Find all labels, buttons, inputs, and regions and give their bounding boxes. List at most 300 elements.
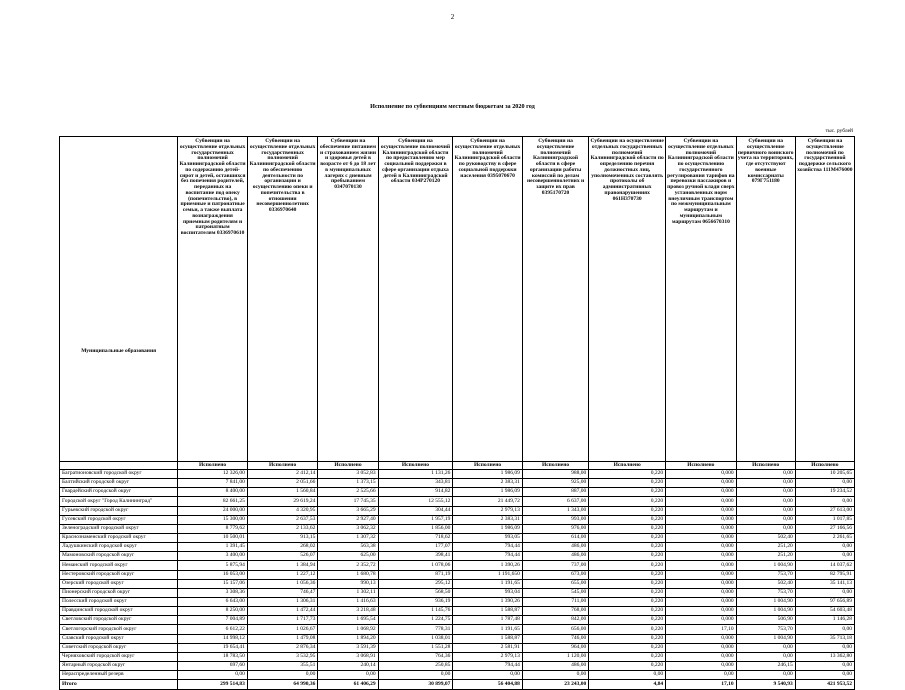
amount-cell: 0,000: [666, 652, 737, 661]
amount-cell: 1 787,48: [453, 616, 523, 625]
amount-cell: 1 306,31: [247, 597, 318, 606]
amount-cell: 0,00: [666, 671, 737, 680]
amount-cell: 0,000: [666, 597, 737, 606]
amount-cell: 0,220: [589, 470, 666, 479]
amount-cell: 35 713,18: [795, 634, 854, 643]
amount-cell: 614,00: [522, 533, 588, 542]
municipality-name: Нестеровский городской округ: [60, 570, 178, 579]
amount-cell: 2 383,31: [453, 515, 523, 524]
amount-cell: 887,00: [522, 488, 588, 497]
table-row: [60, 597, 855, 606]
amount-cell: 16 053,00: [178, 570, 248, 579]
sub-header-empty: [60, 462, 178, 470]
amount-cell: 1 191,65: [453, 579, 523, 588]
amount-cell: 1 957,19: [378, 515, 453, 524]
amount-cell: 526,07: [247, 552, 318, 561]
amount-cell: 1 680,78: [318, 570, 378, 579]
amount-cell: 240,14: [318, 661, 378, 670]
amount-cell: 913,15: [247, 533, 318, 542]
amount-cell: 746,47: [247, 588, 318, 597]
amount-cell: 0,000: [666, 533, 737, 542]
amount-cell: 1 131,26: [378, 470, 453, 479]
table-row: [60, 643, 855, 652]
sub-header-executed: Исполнено: [378, 462, 453, 470]
amount-cell: 398,41: [378, 552, 453, 561]
table-row: [60, 479, 855, 488]
amount-cell: 3 218,48: [318, 607, 378, 616]
amount-cell: 19 234,52: [795, 488, 854, 497]
amount-cell: 0,00: [736, 470, 795, 479]
total-amount-cell: 9 540,93: [736, 680, 795, 690]
sub-header-executed: Исполнено: [795, 462, 854, 470]
municipality-name: Светловский городской округ: [60, 616, 178, 625]
amount-cell: 0,220: [589, 570, 666, 579]
amount-cell: 12 555,12: [378, 497, 453, 506]
amount-cell: 1 986,09: [453, 470, 523, 479]
municipality-name: Светлогорский городской округ: [60, 625, 178, 634]
amount-cell: 625,00: [318, 552, 378, 561]
amount-cell: 1 472,44: [247, 607, 318, 616]
column-header-subvention: Субвенции на осуществление отдельных полномочий Калининградской области по осуществлению государственного регулирования тарифов на перевозки пассажиров и провоз ручной клади сверх установленных норм внеуличным транспортом по межмуниципальным маршрутам и муниципальным маршрутам 0656670310: [666, 137, 737, 462]
amount-cell: 3 308,36: [178, 588, 248, 597]
amount-cell: 0,000: [666, 479, 737, 488]
amount-cell: 0,220: [589, 652, 666, 661]
amount-cell: 914,82: [378, 488, 453, 497]
amount-cell: 13 362,80: [795, 652, 854, 661]
amount-cell: 673,00: [522, 570, 588, 579]
amount-cell: 0,220: [589, 552, 666, 561]
amount-cell: 718,62: [378, 533, 453, 542]
amount-cell: 0,220: [589, 588, 666, 597]
amount-cell: 0,220: [589, 533, 666, 542]
amount-cell: 0,00: [589, 671, 666, 680]
amount-cell: 1 894,20: [318, 634, 378, 643]
table-row: [60, 625, 855, 634]
amount-cell: 1 038,01: [378, 634, 453, 643]
amount-cell: 1 227,12: [247, 570, 318, 579]
sub-header-executed: Исполнено: [318, 462, 378, 470]
amount-cell: 1 004,90: [736, 607, 795, 616]
municipality-name: Зеленоградский городской округ: [60, 524, 178, 533]
amount-cell: 794,44: [453, 543, 523, 552]
amount-cell: 17,10: [666, 625, 737, 634]
amount-cell: 0,00: [795, 479, 854, 488]
amount-cell: 1 120,00: [522, 652, 588, 661]
amount-cell: 27 166,56: [795, 524, 854, 533]
table-row: [60, 570, 855, 579]
amount-cell: 3 068,91: [318, 652, 378, 661]
amount-cell: 711,00: [522, 597, 588, 606]
amount-cell: 0,000: [666, 661, 737, 670]
total-row: [60, 680, 855, 690]
municipality-name: Пионерский городской округ: [60, 588, 178, 597]
table-row: [60, 488, 855, 497]
amount-cell: 0,00: [522, 671, 588, 680]
amount-cell: 14 037,62: [795, 561, 854, 570]
amount-cell: 753,70: [736, 625, 795, 634]
amount-cell: 1 078,06: [378, 561, 453, 570]
municipality-name: Правдинский городской округ: [60, 607, 178, 616]
amount-cell: 1 191,650: [453, 570, 523, 579]
amount-cell: 1 695,54: [318, 616, 378, 625]
amount-cell: 0,00: [795, 497, 854, 506]
amount-cell: 0,000: [666, 488, 737, 497]
amount-cell: 24 000,00: [178, 506, 248, 515]
total-amount-cell: 61 406,29: [318, 680, 378, 690]
amount-cell: 568,50: [378, 588, 453, 597]
amount-cell: 8 400,00: [178, 488, 248, 497]
amount-cell: 0,000: [666, 506, 737, 515]
amount-cell: 15 300,00: [178, 515, 248, 524]
amount-cell: 0,00: [247, 671, 318, 680]
amount-cell: 7 841,00: [178, 479, 248, 488]
amount-cell: 355,51: [247, 661, 318, 670]
amount-cell: 5 875,94: [178, 561, 248, 570]
table-row: [60, 506, 855, 515]
sub-header-executed: Исполнено: [589, 462, 666, 470]
amount-cell: 2 352,72: [318, 561, 378, 570]
total-amount-cell: 421 953,52: [795, 680, 854, 690]
amount-cell: 3 532,95: [247, 652, 318, 661]
amount-cell: 737,00: [522, 561, 588, 570]
amount-cell: 0,220: [589, 625, 666, 634]
amount-cell: 0,000: [666, 570, 737, 579]
amount-cell: 1 004,90: [736, 634, 795, 643]
amount-cell: 1 224,75: [378, 616, 453, 625]
amount-cell: 82 795,91: [795, 570, 854, 579]
amount-cell: 268,02: [247, 543, 318, 552]
amount-cell: 990,13: [318, 579, 378, 588]
municipality-name: Неманский городской округ: [60, 561, 178, 570]
amount-cell: 1 343,00: [522, 506, 588, 515]
amount-cell: 7 004,89: [178, 616, 248, 625]
amount-cell: 0,000: [666, 470, 737, 479]
total-label: Итого: [60, 680, 178, 690]
table-row: [60, 661, 855, 670]
amount-cell: 753,70: [736, 588, 795, 597]
amount-cell: 0,00: [736, 524, 795, 533]
amount-cell: 1 588,87: [453, 607, 523, 616]
amount-cell: 1 145,76: [378, 607, 453, 616]
amount-cell: 0,000: [666, 543, 737, 552]
amount-cell: 1 068,92: [318, 625, 378, 634]
column-header-subvention: Субвенции на обеспечение питанием и страхованием жизни и здоровья детей в возрасте от 6 до 18 лет в муниципальных лагерях с дневным пребыванием 0347070130: [318, 137, 378, 462]
amount-cell: 35 141,13: [795, 579, 854, 588]
amount-cell: 871,19: [378, 570, 453, 579]
sub-header-executed: Исполнено: [522, 462, 588, 470]
amount-cell: 0,00: [795, 671, 854, 680]
municipality-name: Нераспределенный резерв: [60, 671, 178, 680]
amount-cell: 19 654,41: [178, 643, 248, 652]
amount-cell: 0,220: [589, 616, 666, 625]
column-header-subvention: Субвенции на осуществление отдельных государственных полномочий Калининградской области по содержанию детей-сирот и детей, оставшихся без попечения родителей, переданных на воспитание под опеку (попечительство), в приемные и патронатные семьи, а также выплата вознаграждения приемным родителям и патронатным воспитателям 0336970610: [178, 137, 248, 462]
amount-cell: 964,00: [522, 643, 588, 652]
amount-cell: 506,90: [736, 616, 795, 625]
amount-cell: 2 412,14: [247, 470, 318, 479]
municipality-name: Мамоновский городской округ: [60, 552, 178, 561]
units-label: тыс. рублей: [825, 128, 853, 134]
amount-cell: 2 525,66: [318, 488, 378, 497]
amount-cell: 0,00: [795, 643, 854, 652]
amount-cell: 0,220: [589, 607, 666, 616]
amount-cell: 29 619,24: [247, 497, 318, 506]
amount-cell: 1 004,90: [736, 597, 795, 606]
amount-cell: 0,220: [589, 515, 666, 524]
amount-cell: 842,00: [522, 616, 588, 625]
amount-cell: 3 052,83: [318, 470, 378, 479]
amount-cell: 97 656,89: [795, 597, 854, 606]
amount-cell: 6 612,22: [178, 625, 248, 634]
amount-cell: 1 986,09: [453, 488, 523, 497]
sub-header-executed: Исполнено: [247, 462, 318, 470]
amount-cell: 6 643,00: [178, 597, 248, 606]
amount-cell: 1 856,00: [378, 524, 453, 533]
amount-cell: 4 320,95: [247, 506, 318, 515]
amount-cell: 295,12: [378, 579, 453, 588]
amount-cell: 27 613,00: [795, 506, 854, 515]
amount-cell: 12 326,00: [178, 470, 248, 479]
amount-cell: 3 591,39: [318, 643, 378, 652]
municipality-name: Краснознаменский городской округ: [60, 533, 178, 542]
municipality-name: Гусевский городской округ: [60, 515, 178, 524]
table-row: [60, 588, 855, 597]
amount-cell: 1 004,90: [736, 561, 795, 570]
amount-cell: 0,00: [736, 652, 795, 661]
amount-cell: 768,00: [522, 607, 588, 616]
total-amount-cell: 23 243,00: [522, 680, 588, 690]
table-row: [60, 652, 855, 661]
amount-cell: 753,70: [736, 570, 795, 579]
amount-cell: 988,00: [522, 470, 588, 479]
amount-cell: 0,00: [178, 671, 248, 680]
column-header-subvention: Субвенции на осуществление полномочий по государственной поддержке сельского хозяйства 111М476000: [795, 137, 854, 462]
column-header-subvention: Субвенции на осуществление отдельных полномочий Калининградской области по руководству в сфере социальной поддержки населения 0395070670: [453, 137, 523, 462]
sub-header-executed: Исполнено: [736, 462, 795, 470]
municipality-name: Советский городской округ: [60, 643, 178, 652]
amount-cell: 1 551,28: [378, 643, 453, 652]
amount-cell: 1 986,09: [453, 524, 523, 533]
amount-cell: 1 307,32: [318, 533, 378, 542]
table-row: [60, 616, 855, 625]
amount-cell: 14 998,12: [178, 634, 248, 643]
amount-cell: 0,220: [589, 661, 666, 670]
amount-cell: 250,85: [378, 661, 453, 670]
column-header-subvention: Субвенции на осуществление отдельных государственных полномочий Калининградской области по определению перечня должностных лиц, уполномоченных составлять протоколы об административных правонарушениях 061Н370730: [589, 137, 666, 462]
amount-cell: 17 745,35: [318, 497, 378, 506]
amount-cell: 1 391,45: [178, 543, 248, 552]
page-number: 2: [450, 13, 455, 21]
amount-cell: 8 250,00: [178, 607, 248, 616]
amount-cell: 563,38: [318, 543, 378, 552]
amount-cell: 246,15: [736, 661, 795, 670]
amount-cell: 1 017,85: [795, 515, 854, 524]
page-title: Исполнение по субвенциям местным бюджетам за 2020 год: [370, 103, 535, 110]
table-row: [60, 579, 855, 588]
amount-cell: 2 133,62: [247, 524, 318, 533]
amount-cell: 0,000: [666, 552, 737, 561]
amount-cell: 1 056,36: [247, 579, 318, 588]
amount-cell: 993,04: [453, 588, 523, 597]
municipality-name: Гурьевский городской округ: [60, 506, 178, 515]
municipality-name: Славский городской округ: [60, 634, 178, 643]
municipality-name: Черняховский городской округ: [60, 652, 178, 661]
amount-cell: 2 637,53: [247, 515, 318, 524]
amount-cell: 3 062,32: [318, 524, 378, 533]
table-row: [60, 543, 855, 552]
amount-cell: 343,81: [378, 479, 453, 488]
amount-cell: 2 876,34: [247, 643, 318, 652]
amount-cell: 2 261,65: [795, 533, 854, 542]
amount-cell: 0,000: [666, 579, 737, 588]
amount-cell: 486,00: [522, 543, 588, 552]
amount-cell: 0,000: [666, 515, 737, 524]
sub-header-executed: Исполнено: [666, 462, 737, 470]
amount-cell: 0,00: [736, 643, 795, 652]
table-row: [60, 533, 855, 542]
amount-cell: 976,00: [522, 524, 588, 533]
table-row: [60, 561, 855, 570]
sub-header-executed: Исполнено: [178, 462, 248, 470]
sub-header-executed: Исполнено: [453, 462, 523, 470]
amount-cell: 1 302,11: [318, 588, 378, 597]
amount-cell: 993,00: [522, 515, 588, 524]
amount-cell: 1 373,15: [318, 479, 378, 488]
amount-cell: 251,20: [736, 543, 795, 552]
amount-cell: 15 157,06: [178, 579, 248, 588]
amount-cell: 655,00: [522, 579, 588, 588]
amount-cell: 746,00: [522, 634, 588, 643]
column-header-subvention: Субвенции на осуществление первичного воинского учета на территориях, где отсутствуют военные комиссариаты 079Г751180: [736, 137, 795, 462]
amount-cell: 0,00: [736, 479, 795, 488]
amount-cell: 2 581,91: [453, 643, 523, 652]
amount-cell: 0,00: [318, 671, 378, 680]
total-amount-cell: 4,84: [589, 680, 666, 690]
amount-cell: 764,36: [378, 652, 453, 661]
amount-cell: 1 384,94: [247, 561, 318, 570]
amount-cell: 502,40: [736, 533, 795, 542]
amount-cell: 0,00: [795, 625, 854, 634]
amount-cell: 0,220: [589, 524, 666, 533]
table-row: [60, 470, 855, 479]
amount-cell: 0,220: [589, 634, 666, 643]
amount-cell: 3 665,29: [318, 506, 378, 515]
municipality-name: Гвардейский городской округ: [60, 488, 178, 497]
amount-cell: 2 979,13: [453, 506, 523, 515]
municipality-name: Городской округ "Город Калининград": [60, 497, 178, 506]
amount-cell: 8 779,62: [178, 524, 248, 533]
amount-cell: 794,44: [453, 552, 523, 561]
amount-cell: 0,000: [666, 561, 737, 570]
amount-cell: 0,220: [589, 479, 666, 488]
amount-cell: 0,000: [666, 497, 737, 506]
subventions-table: [59, 136, 855, 690]
municipality-name: Ладушкинский городской округ: [60, 543, 178, 552]
amount-cell: 0,220: [589, 488, 666, 497]
amount-cell: 0,220: [589, 561, 666, 570]
amount-cell: 1 588,87: [453, 634, 523, 643]
amount-cell: 0,220: [589, 597, 666, 606]
municipality-name: Озерский городской округ: [60, 579, 178, 588]
amount-cell: 2 051,66: [247, 479, 318, 488]
amount-cell: 794,44: [453, 661, 523, 670]
amount-cell: 0,000: [666, 607, 737, 616]
amount-cell: 936,19: [378, 597, 453, 606]
amount-cell: 304,44: [378, 506, 453, 515]
amount-cell: 54 603,48: [795, 607, 854, 616]
amount-cell: 0,220: [589, 506, 666, 515]
amount-cell: 1 026,67: [247, 625, 318, 634]
amount-cell: 502,40: [736, 579, 795, 588]
amount-cell: 1 560,84: [247, 488, 318, 497]
column-header-subvention: Субвенции на осуществление отдельных государственных полномочий Калининградской области по обеспечению деятельности по организации и осуществлению опеки и попечительства в отношении несовершеннолетних 0336970640: [247, 137, 318, 462]
column-header-subvention: Субвенции на осуществление полномочий Калининградской области в сфере организации работы комиссий по делам несовершеннолетних и защите их прав 0395170720: [522, 137, 588, 462]
column-header-municipality: Муниципальные образования: [60, 137, 178, 462]
amount-cell: 1 416,63: [318, 597, 378, 606]
amount-cell: 0,00: [736, 671, 795, 680]
amount-cell: 656,00: [522, 625, 588, 634]
amount-cell: 251,20: [736, 552, 795, 561]
municipality-name: Полесский городской округ: [60, 597, 178, 606]
amount-cell: 177,07: [378, 543, 453, 552]
amount-cell: 925,00: [522, 479, 588, 488]
amount-cell: 0,00: [795, 661, 854, 670]
total-amount-cell: 17,10: [666, 680, 737, 690]
table-row: [60, 515, 855, 524]
amount-cell: 0,000: [666, 616, 737, 625]
amount-cell: 1 390,26: [453, 561, 523, 570]
amount-cell: 0,00: [795, 552, 854, 561]
amount-cell: 82 661,25: [178, 497, 248, 506]
amount-cell: 778,31: [378, 625, 453, 634]
amount-cell: 993,05: [453, 533, 523, 542]
table-row: [60, 671, 855, 680]
amount-cell: 0,220: [589, 643, 666, 652]
amount-cell: 0,00: [736, 515, 795, 524]
amount-cell: 0,220: [589, 579, 666, 588]
amount-cell: 1 479,08: [247, 634, 318, 643]
amount-cell: 0,000: [666, 588, 737, 597]
amount-cell: 2 979,13: [453, 652, 523, 661]
amount-cell: 0,00: [736, 497, 795, 506]
amount-cell: 0,00: [378, 671, 453, 680]
amount-cell: 545,00: [522, 588, 588, 597]
total-amount-cell: 30 899,07: [378, 680, 453, 690]
amount-cell: 1 717,73: [247, 616, 318, 625]
amount-cell: 0,000: [666, 524, 737, 533]
table-row: [60, 497, 855, 506]
amount-cell: 21 449,72: [453, 497, 523, 506]
amount-cell: 3 400,00: [178, 552, 248, 561]
column-header-subvention: Субвенции на осуществление полномочий Калининградской области по предоставлению мер социальной поддержки в сфере организации отдыха детей в Калининградской области 034Р270120: [378, 137, 453, 462]
amount-cell: 2 927,40: [318, 515, 378, 524]
amount-cell: 697,60: [178, 661, 248, 670]
amount-cell: 0,000: [666, 643, 737, 652]
table-row: [60, 634, 855, 643]
amount-cell: 0,220: [589, 543, 666, 552]
municipality-name: Багратионовский городской округ: [60, 470, 178, 479]
amount-cell: 486,00: [522, 552, 588, 561]
total-amount-cell: 56 404,88: [453, 680, 523, 690]
amount-cell: 0,000: [666, 634, 737, 643]
amount-cell: 1 191,65: [453, 625, 523, 634]
table-row: [60, 552, 855, 561]
municipality-name: Янтарный городской округ: [60, 661, 178, 670]
amount-cell: 10 500,01: [178, 533, 248, 542]
amount-cell: 18 783,50: [178, 652, 248, 661]
municipality-name: Балтийский городской округ: [60, 479, 178, 488]
amount-cell: 0,00: [453, 671, 523, 680]
amount-cell: 0,00: [795, 543, 854, 552]
